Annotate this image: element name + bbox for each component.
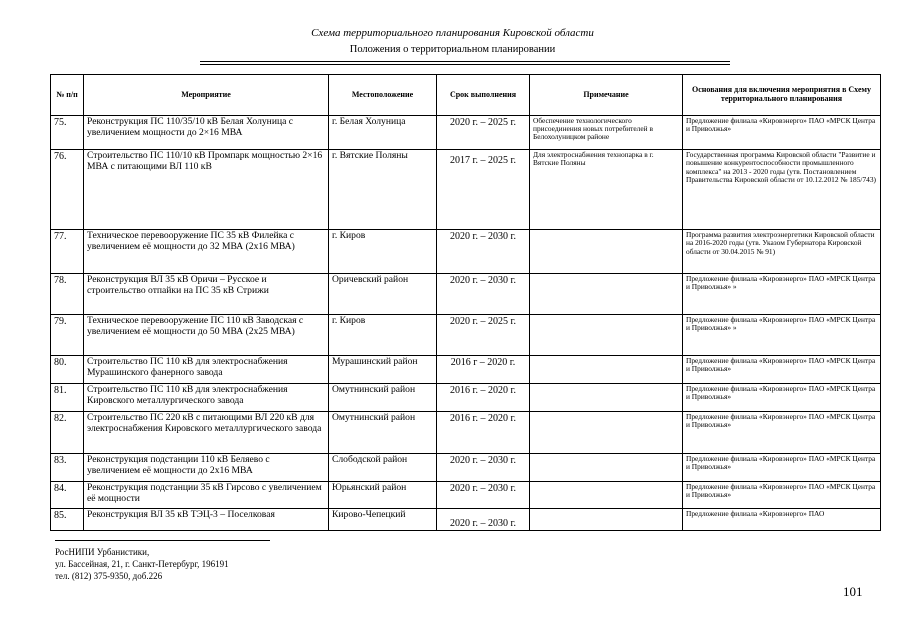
col-header-term: Срок выполнения	[437, 75, 530, 116]
row-note	[530, 482, 683, 509]
row-action: Реконструкция подстанции 35 кВ Гирсово с увеличением её мощности	[84, 482, 329, 509]
document-subtitle: Положения о территориальном планировании	[349, 44, 556, 55]
table-row	[51, 454, 881, 482]
row-basis: Предложение филиала «Кировэнерго» ПАО «МРСК Центра и Приволжья» »	[683, 315, 881, 356]
row-action: Реконструкция ВЛ 35 кВ Оричи – Русское и строительство отпайки на ПС 35 кВ Стрижи	[84, 274, 329, 315]
row-number: 80.	[51, 356, 84, 384]
row-term: 2020 г. – 2025 г.	[437, 315, 530, 356]
row-note	[530, 274, 683, 315]
row-basis: Предложение филиала «Кировэнерго» ПАО «МРСК Центра и Приволжья»	[683, 384, 881, 412]
footer-org: РосНИПИ Урбанистики,	[55, 547, 150, 557]
table-row	[51, 356, 881, 384]
row-note	[530, 412, 683, 454]
footer-divider	[55, 540, 270, 541]
row-location: Слободской район	[329, 454, 437, 482]
row-term: 2020 г. – 2030 г.	[437, 274, 530, 315]
row-action: Техническое перевооружение ПС 35 кВ Филейка с увеличением её мощности до 32 МВА (2х16 МВА)	[84, 230, 329, 274]
row-basis: Предложение филиала «Кировэнерго» ПАО	[683, 509, 881, 531]
table-header-row	[51, 75, 881, 116]
document-title: Схема территориального планирования Кировской области	[311, 27, 594, 39]
row-location: Оричевский район	[329, 274, 437, 315]
row-number: 78.	[51, 274, 84, 315]
table-row	[51, 482, 881, 509]
table-row	[51, 509, 881, 531]
row-number: 82.	[51, 412, 84, 454]
row-location: Мурашинский район	[329, 356, 437, 384]
row-location: Омутнинский район	[329, 384, 437, 412]
table-row	[51, 412, 881, 454]
row-location: Омутнинский район	[329, 412, 437, 454]
row-basis: Предложение филиала «Кировэнерго» ПАО «МРСК Центра и Приволжья»	[683, 482, 881, 509]
row-number: 77.	[51, 230, 84, 274]
row-term: 2016 г. – 2020 г.	[437, 412, 530, 454]
row-action: Реконструкция ПС 110/35/10 кВ Белая Холуница с увеличением мощности до 2×16 МВА	[84, 116, 329, 150]
row-number: 83.	[51, 454, 84, 482]
row-basis: Программа развития электроэнергетики Кировской области на 2016-2020 годы (утв. Указом Губернатора Кировской области от 30.04.2015 № 91)	[683, 230, 881, 274]
row-term: 2020 г. – 2025 г.	[437, 116, 530, 150]
footer-address: ул. Бассейная, 21, г. Санкт-Петербург, 196191	[55, 559, 229, 570]
row-action: Реконструкция ВЛ 35 кВ ТЭЦ-3 – Поселковая	[84, 509, 329, 531]
row-term: 2020 г. – 2030 г.	[437, 454, 530, 482]
footer	[55, 546, 229, 582]
row-location: г. Белая Холуница	[329, 116, 437, 150]
row-basis: Предложение филиала «Кировэнерго» ПАО «МРСК Центра и Приволжья»	[683, 356, 881, 384]
row-action: Строительство ПС 110 кВ для электроснабжения Кировского металлургического завода	[84, 384, 329, 412]
row-term: 2020 г. – 2030 г.	[437, 482, 530, 509]
table-row	[51, 150, 881, 230]
page-number: 101	[843, 584, 863, 599]
row-number: 79.	[51, 315, 84, 356]
footer-phone: тел. (812) 375-9350, доб.226	[55, 571, 163, 582]
col-header-note: Примечание	[530, 75, 683, 116]
row-basis: Предложение филиала «Кировэнерго» ПАО «МРСК Центра и Приволжья»	[683, 454, 881, 482]
row-number: 76.	[51, 150, 84, 230]
row-number: 85.	[51, 509, 84, 531]
row-note: Для электроснабжения технопарка в г. Вятские Поляны	[530, 150, 683, 230]
row-term: 2016 г – 2020 г.	[437, 356, 530, 384]
row-action: Техническое перевооружение ПС 110 кВ Заводская с увеличением её мощности до 50 МВА (2х25 МВА)	[84, 315, 329, 356]
header-divider-thin	[200, 64, 730, 65]
row-location: Кирово-Чепецкий	[329, 509, 437, 531]
row-number: 84.	[51, 482, 84, 509]
col-header-location: Местоположение	[329, 75, 437, 116]
table-row	[51, 315, 881, 356]
col-header-basis: Основания для включения мероприятия в Схему территориального планирования	[683, 75, 881, 116]
row-term: 2020 г. – 2030 г.	[437, 230, 530, 274]
row-note	[530, 384, 683, 412]
row-basis: Предложение филиала «Кировэнерго» ПАО «МРСК Центра и Приволжья»	[683, 116, 881, 150]
row-note	[530, 454, 683, 482]
table-row	[51, 230, 881, 274]
row-location: г. Киров	[329, 230, 437, 274]
row-basis: Предложение филиала «Кировэнерго» ПАО «МРСК Центра и Приволжья»	[683, 412, 881, 454]
row-note	[530, 315, 683, 356]
measures-table	[50, 74, 881, 531]
row-note	[530, 230, 683, 274]
row-number: 81.	[51, 384, 84, 412]
row-basis: Государственная программа Кировской области "Развитие и повышение конкурентоспособности промышленного комплекса" на 2013 - 2020 годы (утв. Постановлением Правительства Кировской области от 10.12.2012 № 185/743)	[683, 150, 881, 230]
header-divider	[200, 61, 730, 62]
row-number: 75.	[51, 116, 84, 150]
row-note: Обеспечение технологического присоединения новых потребителей в Белохолуницком районе	[530, 116, 683, 150]
table-row	[51, 116, 881, 150]
col-header-num: № п/п	[51, 75, 84, 116]
row-location: г. Киров	[329, 315, 437, 356]
row-term: 2016 г. – 2020 г.	[437, 384, 530, 412]
row-term: 2020 г. – 2030 г.	[437, 509, 530, 531]
row-location: Юрьянский район	[329, 482, 437, 509]
table-row	[51, 274, 881, 315]
table-row	[51, 384, 881, 412]
row-action: Строительство ПС 110/10 кВ Промпарк мощностью 2×16 МВА с питающими ВЛ 110 кВ	[84, 150, 329, 230]
col-header-action: Мероприятие	[84, 75, 329, 116]
row-note	[530, 509, 683, 531]
row-action: Реконструкция подстанции 110 кВ Беляево с увеличением её мощности до 2х16 МВА	[84, 454, 329, 482]
row-location: г. Вятские Поляны	[329, 150, 437, 230]
row-action: Строительство ПС 220 кВ с питающими ВЛ 220 кВ для электроснабжения Кировского металлургического завода	[84, 412, 329, 454]
row-note	[530, 356, 683, 384]
row-action: Строительство ПС 110 кВ для электроснабжения Мурашинского фанерного завода	[84, 356, 329, 384]
row-term: 2017 г. – 2025 г.	[437, 150, 530, 230]
row-basis: Предложение филиала «Кировэнерго» ПАО «МРСК Центра и Приволжья» »	[683, 274, 881, 315]
